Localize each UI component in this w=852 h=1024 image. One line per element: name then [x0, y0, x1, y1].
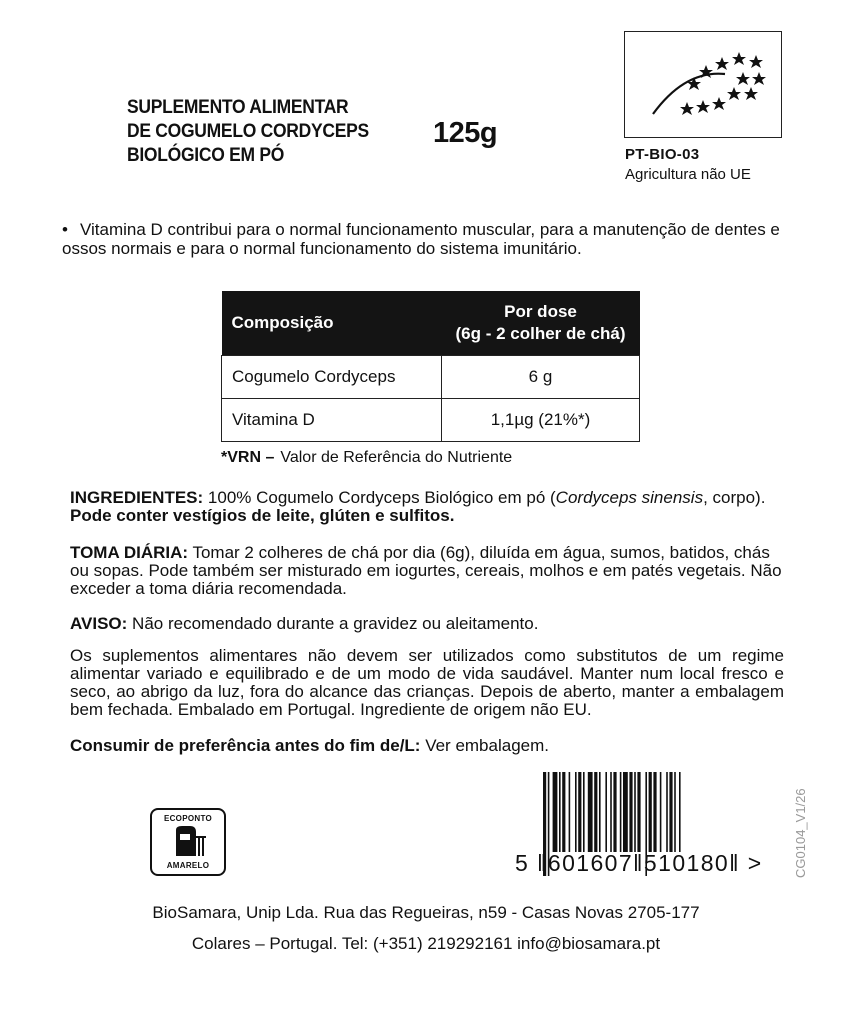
ingredients-text-before: 100% Cogumelo Cordyceps Biológico em pó ( — [207, 488, 556, 507]
agriculture-origin: Agricultura não UE — [625, 166, 751, 183]
eu-organic-leaf-icon — [624, 31, 782, 138]
best-before-section — [70, 737, 784, 755]
composition-table — [221, 291, 640, 442]
daily-dose-section — [70, 544, 784, 598]
company-address-line2: Colares – Portugal. Tel: (+351) 219292161 info@biosamara.pt — [191, 934, 661, 953]
title-line-2: DE COGUMELO CORDYCEPS — [127, 121, 369, 142]
latin-name: Cordyceps sinensis — [555, 488, 704, 507]
warning-text: Não recomendado durante a gravidez ou aleitamento. — [132, 614, 539, 633]
supplement-disclaimer: Os suplementos alimentares não devem ser utilizados como substitutos de um regime alimentar variado e equilibrado e de um modo de vida saudável. Manter num local fresco e seco, ao abrigo da luz, fora do alcance das crianças. Depois de aberto, manter a embalagem bem fechada. Embalado em Portugal. Ingrediente de origem não EU. — [70, 646, 784, 719]
best-before-text: Ver embalagem. — [425, 736, 549, 755]
version-code: CG0104_V1/26 — [793, 788, 808, 878]
allergens-warning: Pode conter vestígios de leite, glúten e sulfitos. — [70, 506, 455, 525]
ingredients-section — [70, 489, 784, 525]
ingredients-label: INGREDIENTES: — [70, 488, 204, 507]
company-address-line1: BioSamara, Unip Lda. Rua das Regueiras, n59 - Casas Novas 2705-177 — [152, 903, 700, 922]
header-composition: Composição — [222, 291, 442, 356]
title-line-3: BIOLÓGICO EM PÓ — [127, 145, 285, 166]
table-row — [222, 399, 640, 442]
product-title — [127, 96, 369, 168]
table-row — [222, 356, 640, 399]
ecoponto-top-label: ECOPONTO — [163, 814, 213, 823]
header-per-dose — [442, 291, 640, 356]
ingredient-amount: 6 g — [442, 356, 640, 399]
header-per-dose-line1: Por dose — [504, 302, 577, 321]
title-line-1: SUPLEMENTO ALIMENTAR — [127, 97, 349, 118]
vrn-footnote — [221, 449, 512, 467]
header-per-dose-line2: (6g - 2 colher de chá) — [455, 324, 626, 343]
net-weight: 125g — [433, 117, 498, 149]
ingredient-name: Vitamina D — [222, 399, 442, 442]
table-header-row — [222, 291, 640, 356]
vrn-text: Valor de Referência do Nutriente — [280, 449, 513, 466]
vrn-label: *VRN – — [221, 449, 275, 466]
daily-dose-text: Tomar 2 colheres de chá por dia (6g), diluída em água, sumos, batidos, chás ou sopas. Pode também ser misturado em iogurtes, cereais, molhos e em patés vegetais. Não exceder a toma diária recomendada. — [70, 543, 782, 598]
health-claim — [62, 220, 792, 258]
ecoponto-bottom-label: AMARELO — [166, 861, 210, 870]
ingredient-name: Cogumelo Cordyceps — [222, 356, 442, 399]
ingredient-amount: 1,1µg (21%*) — [442, 399, 640, 442]
best-before-label: Consumir de preferência antes do fim de/L: — [70, 736, 421, 755]
organic-control-code: PT-BIO-03 — [625, 146, 700, 163]
claim-text: Vitamina D contribui para o normal funcionamento muscular, para a manutenção de dentes e ossos normais e para o normal funcionamento do sistema imunitário. — [62, 220, 780, 258]
barcode-digits: 5 ‖601607‖510180‖ > — [515, 850, 763, 876]
ingredients-text-after: , corpo). — [703, 488, 766, 507]
ecoponto-badge — [150, 808, 226, 876]
daily-dose-label: TOMA DIÁRIA: — [70, 543, 189, 562]
warning-label: AVISO: — [70, 614, 128, 633]
bullet: • — [62, 220, 68, 239]
recycling-bin-icon — [168, 824, 208, 858]
warning-section — [70, 615, 784, 633]
